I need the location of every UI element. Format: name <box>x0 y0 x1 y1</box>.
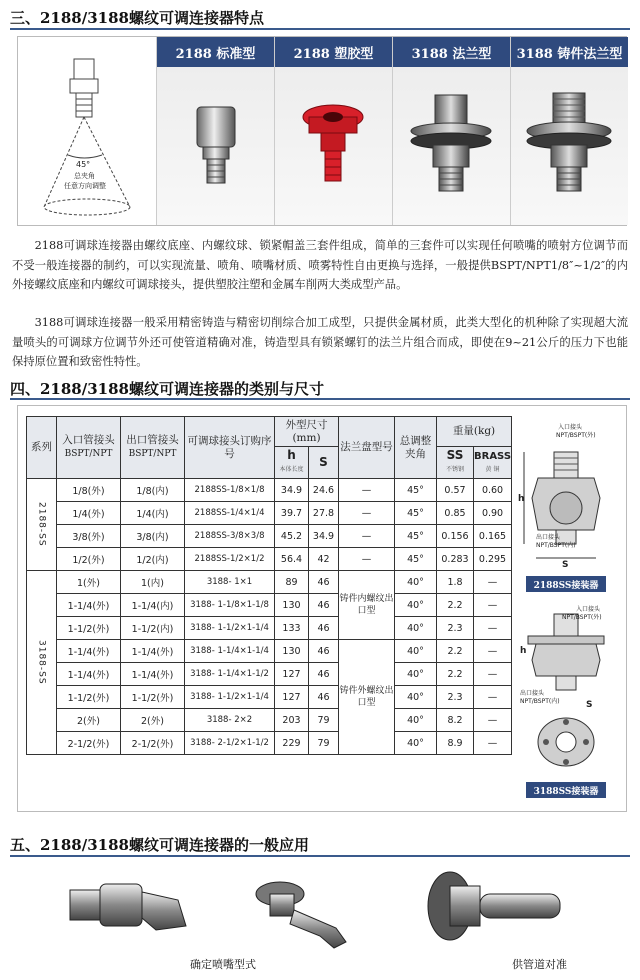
product-standard <box>156 37 274 225</box>
ss-weight-cell: 8.9 <box>437 732 474 755</box>
caption-pipe-alignment: 供管道对准 <box>512 958 567 971</box>
outlet-cell: 3/8(内) <box>121 525 185 548</box>
s-cell: 46 <box>309 617 339 640</box>
inlet-cell: 1/8(外) <box>57 479 121 502</box>
ss-weight-cell: 8.2 <box>437 709 474 732</box>
flange-inner-cell: 铸件内螺纹出口型 <box>339 571 395 640</box>
outlet-cell: 1-1/4(外) <box>121 640 185 663</box>
s-cell: 79 <box>309 709 339 732</box>
section5-rule <box>10 855 630 857</box>
brass-weight-cell: 0.165 <box>474 525 512 548</box>
angle-cell: 40° <box>395 732 437 755</box>
diagram-3188-s: S <box>586 700 593 710</box>
order-number-cell: 3188- 1×1 <box>185 571 275 594</box>
flanged-swivel-connector-icon <box>393 67 510 225</box>
brass-weight-cell: — <box>474 571 512 594</box>
angle-cell: 45° <box>395 548 437 571</box>
spec-table <box>26 416 512 755</box>
h-cell: 130 <box>275 594 309 617</box>
s-cell: 46 <box>309 594 339 617</box>
table-row <box>27 732 512 755</box>
spec-panel <box>17 405 627 812</box>
brass-weight-cell: 0.295 <box>474 548 512 571</box>
brass-weight-cell: 0.90 <box>474 502 512 525</box>
h-cell: 56.4 <box>275 548 309 571</box>
diagram-3188-label: 3188SS接装器 <box>526 782 606 798</box>
outlet-cell: 1-1/2(内) <box>121 617 185 640</box>
brass-weight-cell: — <box>474 686 512 709</box>
inlet-cell: 3/8(外) <box>57 525 121 548</box>
header-h-sub: 本体长度 <box>279 466 304 473</box>
ss-weight-cell: 0.85 <box>437 502 474 525</box>
inlet-cell: 1-1/2(外) <box>57 617 121 640</box>
header-ss-label: SS <box>446 448 464 462</box>
header-brass <box>474 447 512 479</box>
red-plastic-swivel-connector-icon <box>275 67 392 225</box>
product-label: 3188 法兰型 <box>393 37 510 67</box>
angle-cell: 40° <box>395 640 437 663</box>
inlet-cell: 1-1/4(外) <box>57 640 121 663</box>
product-flange <box>392 37 510 225</box>
header-outlet-sub: BSPT/NPT <box>128 449 177 459</box>
ss-weight-cell: 1.8 <box>437 571 474 594</box>
cast-flanged-swivel-connector-icon <box>511 67 628 225</box>
ss-weight-cell: 2.2 <box>437 663 474 686</box>
outlet-cell: 1-1/4(内) <box>121 594 185 617</box>
header-ss <box>437 447 474 479</box>
angle-cell: 45° <box>395 502 437 525</box>
h-cell: 89 <box>275 571 309 594</box>
header-inlet <box>57 417 121 479</box>
inlet-cell: 2-1/2(外) <box>57 732 121 755</box>
product-plastic <box>274 37 392 225</box>
angle-cell: 45° <box>395 479 437 502</box>
diagram-2188-h: h <box>518 494 525 504</box>
header-outlet-label: 出口管接头 <box>126 434 179 446</box>
header-flange: 法兰盘型号 <box>339 417 395 479</box>
order-number-cell: 3188- 2×2 <box>185 709 275 732</box>
flange-cell: — <box>339 548 395 571</box>
flange-cell: — <box>339 479 395 502</box>
s-cell: 46 <box>309 640 339 663</box>
paragraph-3188: 3188可调球连接器一般采用精密铸造与精密切削综合加工成型，只提供金属材质，此类大型化的机种除了实现超大流量喷头的可调球方位调节外还可使管道精确对准，铸造型具有锁紧螺钉的法兰片组合而成，即使在9~21公斤的压力下也能保持原位置和致密性特性。 <box>12 316 628 368</box>
diagram-2188-inlet-note: 入口接头 <box>558 424 583 431</box>
outlet-cell: 1/4(内) <box>121 502 185 525</box>
diagram-3188-h: h <box>520 646 527 656</box>
angle-cell: 40° <box>395 571 437 594</box>
inlet-cell: 1-1/2(外) <box>57 686 121 709</box>
header-inlet-sub: BSPT/NPT <box>64 449 113 459</box>
angle-note-1: 总夹角 <box>74 172 95 180</box>
h-cell: 39.7 <box>275 502 309 525</box>
flange-cell: — <box>339 502 395 525</box>
flange-cell: — <box>339 525 395 548</box>
header-brass-label: BRASS <box>474 450 512 462</box>
order-number-cell: 2188SS-1/2×1/2 <box>185 548 275 571</box>
diagram-3188-inlet-note2: NPT/BSPT(外) <box>562 614 602 621</box>
inlet-cell: 1-1/4(外) <box>57 663 121 686</box>
series-cell-3188: 3188-SS <box>27 571 57 755</box>
section4-rule <box>10 398 630 400</box>
brass-weight-cell: — <box>474 617 512 640</box>
order-number-cell: 3188- 1-1/8×1-1/8 <box>185 594 275 617</box>
angle-label: 45° <box>76 160 91 169</box>
table-row <box>27 571 512 594</box>
ss-weight-cell: 0.57 <box>437 479 474 502</box>
application-nozzle-icon <box>60 866 200 946</box>
brass-weight-cell: — <box>474 663 512 686</box>
header-s-label: S <box>319 454 328 469</box>
table-row <box>27 594 512 617</box>
s-cell: 27.8 <box>309 502 339 525</box>
ss-weight-cell: 2.3 <box>437 686 474 709</box>
diagram-2188-outlet-note2: NPT/BSPT(内) <box>536 542 576 549</box>
product-label: 3188 铸件法兰型 <box>511 37 628 67</box>
header-order: 可调球接头订购序号 <box>185 417 275 479</box>
s-cell: 46 <box>309 686 339 709</box>
ss-weight-cell: 2.2 <box>437 594 474 617</box>
s-cell: 24.6 <box>309 479 339 502</box>
header-s <box>309 447 339 479</box>
application-elbow-icon <box>250 870 370 950</box>
table-row <box>27 663 512 686</box>
diagram-2188-label: 2188SS接装器 <box>526 576 606 592</box>
outlet-cell: 1-1/4(外) <box>121 663 185 686</box>
angle-cell: 40° <box>395 617 437 640</box>
section3-rule <box>10 28 630 30</box>
brass-weight-cell: — <box>474 640 512 663</box>
s-cell: 46 <box>309 663 339 686</box>
order-number-cell: 3188- 1-1/2×1-1/4 <box>185 617 275 640</box>
h-cell: 45.2 <box>275 525 309 548</box>
flange-outer-cell: 铸件外螺纹出口型 <box>339 640 395 755</box>
header-brass-sub: 黄 铜 <box>485 465 500 473</box>
outlet-cell: 2(外) <box>121 709 185 732</box>
section4-title: 四、2188/3188螺纹可调连接器的类别与尺寸 <box>10 380 324 398</box>
header-outlet <box>121 417 185 479</box>
angle-cell: 45° <box>395 525 437 548</box>
product-label: 2188 标准型 <box>157 37 274 67</box>
h-cell: 203 <box>275 709 309 732</box>
feature-panel <box>17 36 627 226</box>
table-row <box>27 502 512 525</box>
diagram-3188 <box>516 602 616 802</box>
s-cell: 46 <box>309 571 339 594</box>
diagram-3188-outlet-note2: NPT/BSPT(内) <box>520 698 560 705</box>
angle-note-2: 任意方向调整 <box>64 182 106 190</box>
h-cell: 133 <box>275 617 309 640</box>
table-row <box>27 617 512 640</box>
ss-weight-cell: 2.3 <box>437 617 474 640</box>
ss-weight-cell: 0.283 <box>437 548 474 571</box>
diagram-3188-outlet-note: 出口接头 <box>520 690 545 697</box>
table-row <box>27 709 512 732</box>
outlet-cell: 1(内) <box>121 571 185 594</box>
brass-weight-cell: — <box>474 732 512 755</box>
h-cell: 127 <box>275 686 309 709</box>
s-cell: 34.9 <box>309 525 339 548</box>
table-row <box>27 479 512 502</box>
table-row <box>27 640 512 663</box>
header-dims: 外型尺寸(mm) <box>275 417 339 447</box>
outlet-cell: 2-1/2(外) <box>121 732 185 755</box>
order-number-cell: 2188SS-1/8×1/8 <box>185 479 275 502</box>
stainless-swivel-connector-icon <box>157 67 274 225</box>
inlet-cell: 2(外) <box>57 709 121 732</box>
inlet-cell: 1-1/4(外) <box>57 594 121 617</box>
h-cell: 130 <box>275 640 309 663</box>
order-number-cell: 2188SS-3/8×3/8 <box>185 525 275 548</box>
angle-cell: 40° <box>395 663 437 686</box>
header-h-label: h <box>287 448 296 462</box>
section3-title: 三、2188/3188螺纹可调连接器特点 <box>10 9 264 27</box>
order-number-cell: 3188- 1-1/4×1-1/2 <box>185 663 275 686</box>
diagram-2188-inlet-note2: NPT/BSPT(外) <box>556 432 596 439</box>
table-row <box>27 525 512 548</box>
outlet-cell: 1/8(内) <box>121 479 185 502</box>
caption-nozzle-type: 确定喷嘴型式 <box>190 958 256 971</box>
header-ss-sub: 不锈钢 <box>445 466 464 473</box>
section5-title: 五、2188/3188螺纹可调连接器的一般应用 <box>10 836 309 854</box>
header-angle: 总调整夹角 <box>395 417 437 479</box>
header-inlet-label: 入口管接头 <box>62 434 115 446</box>
angle-cell: 40° <box>395 594 437 617</box>
brass-weight-cell: — <box>474 594 512 617</box>
application-pipe-alignment-icon <box>410 866 570 950</box>
h-cell: 34.9 <box>275 479 309 502</box>
header-weight: 重量(kg) <box>437 417 512 447</box>
order-number-cell: 3188- 2-1/2×1-1/2 <box>185 732 275 755</box>
table-row <box>27 686 512 709</box>
table-row <box>27 548 512 571</box>
angle-cell: 40° <box>395 686 437 709</box>
spray-cone-illustration <box>18 37 155 225</box>
ss-weight-cell: 2.2 <box>437 640 474 663</box>
diagram-3188-inlet-note: 入口接头 <box>576 606 601 613</box>
s-cell: 42 <box>309 548 339 571</box>
s-cell: 79 <box>309 732 339 755</box>
header-series: 系列 <box>27 417 57 479</box>
inlet-cell: 1(外) <box>57 571 121 594</box>
spray-angle-diagram <box>18 37 155 225</box>
order-number-cell: 3188- 1-1/4×1-1/4 <box>185 640 275 663</box>
h-cell: 229 <box>275 732 309 755</box>
outlet-cell: 1-1/2(外) <box>121 686 185 709</box>
diagram-2188-outlet-note: 出口接头 <box>536 534 561 541</box>
h-cell: 127 <box>275 663 309 686</box>
product-label: 2188 塑胶型 <box>275 37 392 67</box>
product-cast-flange <box>510 37 628 225</box>
order-number-cell: 3188- 1-1/2×1-1/4 <box>185 686 275 709</box>
inlet-cell: 1/2(外) <box>57 548 121 571</box>
series-cell-2188: 2188-SS <box>27 479 57 571</box>
brass-weight-cell: — <box>474 709 512 732</box>
angle-cell: 40° <box>395 709 437 732</box>
header-h <box>275 447 309 479</box>
inlet-cell: 1/4(外) <box>57 502 121 525</box>
diagram-2188 <box>516 412 616 592</box>
outlet-cell: 1/2(内) <box>121 548 185 571</box>
ss-weight-cell: 0.156 <box>437 525 474 548</box>
diagram-2188-s: S <box>562 560 569 570</box>
brass-weight-cell: 0.60 <box>474 479 512 502</box>
paragraph-2188: 2188可调球连接器由螺纹底座、内螺纹球、锁紧帽盖三套件组成，简单的三套件可以实现任何喷嘴的喷射方位调节而不受一般连接器的制约，可以实现流量、喷角、喷嘴材质、喷雾特性自由更换与选择，一般提供BSPT/NPT1/8″~1/2″的内外接螺纹底座和内螺纹可调球接头，提供塑胶注塑和金属车削两大类成型产品。 <box>12 239 628 291</box>
order-number-cell: 2188SS-1/4×1/4 <box>185 502 275 525</box>
